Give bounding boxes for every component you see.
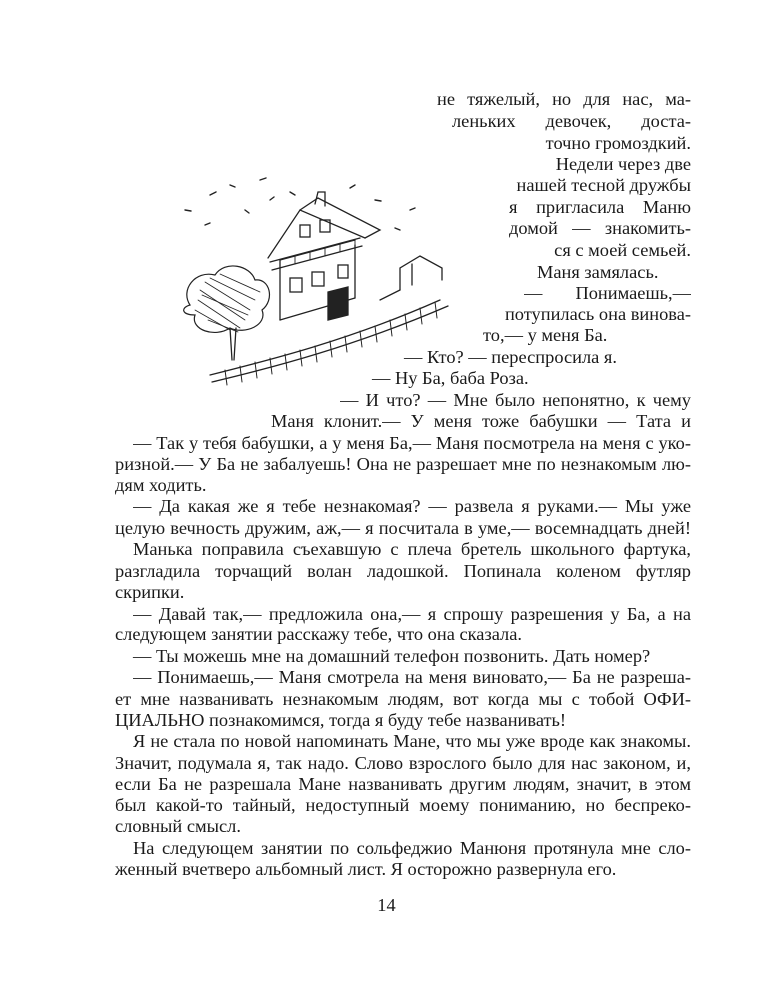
- text-line: — Так у тебя бабушки, а у меня Ба,— Маня посмотрела на меня с уко-: [133, 432, 691, 453]
- text-line: На следующем занятии по сольфеджио Манюня протянула мне сло-: [133, 838, 691, 859]
- text-line: то,— у меня Ба.: [483, 325, 608, 346]
- text-line: — Ты можешь мне на домашний телефон позвонить. Дать номер?: [133, 646, 651, 667]
- text-line: — Понимаешь,— Маня смотрела на меня виновато,— Ба не разреша-: [133, 667, 691, 688]
- text-line: ет мне названивать незнакомым людям, вот когда мы с тобой ОФИ-: [115, 689, 691, 709]
- text-line: целую вечность дружим, аж,— я посчитала в уме,— восемнадцать дней!: [115, 518, 691, 538]
- text-line: нашей тесной дружбы: [516, 175, 691, 196]
- text-line: Значит, подумала я, так надо. Слово взрослого было для нас законом, и,: [115, 752, 691, 773]
- text-line: Манька поправила съехавшую с плеча бретель школьного фартука,: [133, 539, 691, 559]
- text-line: дям ходить.: [115, 475, 207, 496]
- text-line: Недели через две: [555, 154, 691, 175]
- text-line: потупилась она винова-: [504, 304, 691, 325]
- text-line: — Понимаешь,—: [524, 282, 691, 303]
- text-line: Маня клонит.— У меня тоже бабушки — Тата и: [271, 410, 691, 431]
- text-line: если Ба не разрешала Мане названивать другим людям, значит, в этом: [115, 773, 691, 794]
- text-line: — Давай так,— предложила она,— я спрошу разрешения у Ба, а на: [133, 603, 691, 624]
- text-line: Маня замялась.: [537, 261, 659, 282]
- text-line: ЦИАЛЬНО познакомимся, тогда я буду тебе названивать!: [115, 709, 567, 730]
- text-line: словный смысл.: [115, 816, 241, 837]
- text-line: разгладила торчащий волан ладошкой. Попинала коленом футляр: [115, 560, 691, 581]
- text-line: был какой-то тайный, недоступный моему пониманию, но беспреко-: [115, 795, 691, 816]
- text-line: я пригласила Маню: [509, 197, 691, 218]
- text-line: — Да какая же я тебе незнакомая? — развела я руками.— Мы уже: [133, 496, 691, 517]
- text-line: — Кто? — переспросила я.: [404, 347, 617, 368]
- text-line: — Ну Ба, баба Роза.: [372, 368, 529, 388]
- text-line: домой — знакомить-: [509, 218, 691, 239]
- text-line: — И что? — Мне было непонятно, к чему: [340, 389, 691, 410]
- text-line: леньких девочек, доста-: [452, 110, 691, 131]
- text-line: женный вчетверо альбомный лист. Я осторожно развернула его.: [115, 859, 617, 879]
- page-number: 14: [377, 895, 396, 915]
- text-line: не тяжелый, но для нас, ма-: [437, 89, 691, 109]
- text-line: скрипки.: [115, 581, 185, 602]
- text-line: ризной.— У Ба не забалуешь! Она не разрешает мне по незнакомым лю-: [115, 454, 691, 475]
- text-line: следующем занятии расскажу тебе, что она сказала.: [115, 624, 522, 645]
- text-line: ся с моей семьей.: [554, 239, 691, 260]
- text-line: Я не стала по новой напоминать Мане, что мы уже вроде как знакомы.: [133, 730, 691, 751]
- text-line: точно громоздкий.: [545, 132, 691, 153]
